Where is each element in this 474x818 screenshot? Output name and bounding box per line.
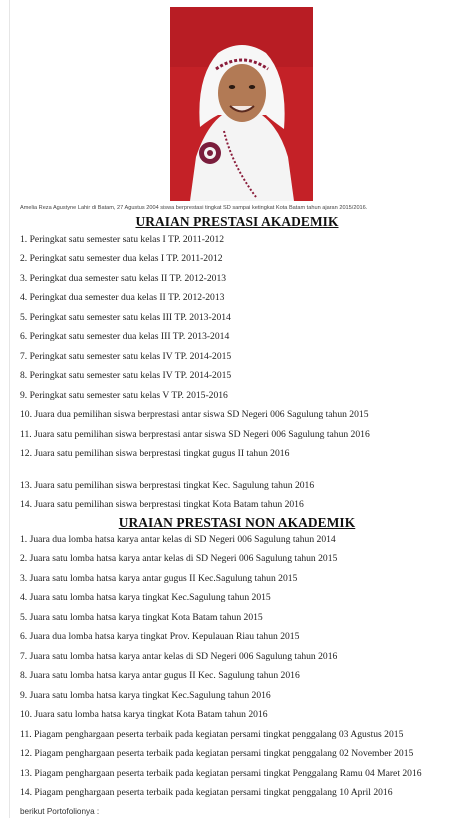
- list-item: 10. Juara dua pemilihan siswa berprestasi antar siswa SD Negeri 006 Sagulung tahun 2015: [20, 409, 369, 420]
- non-academic-heading: URAIAN PRESTASI NON AKADEMIK: [118, 515, 356, 530]
- list-item: 2. Peringkat satu semester dua kelas I TP. 2011-2012: [20, 253, 223, 264]
- list-item: 6. Juara dua lomba hatsa karya tingkat Prov. Kepulauan Riau tahun 2015: [20, 631, 300, 642]
- list-item: 4. Juara satu lomba hatsa karya tingkat Kec.Sagulung tahun 2015: [20, 592, 271, 603]
- photo-caption: Amelia Reza Agustyne Lahir di Batam, 27 Agustus 2004 siswa berprestasi tingkat SD sampai ketingkat Kota Batam tahun ajaran 2015/2016.: [20, 205, 368, 211]
- list-item: 11. Piagam penghargaan peserta terbaik pada kegiatan persami tingkat penggalang 03 Agustus 2015: [20, 729, 404, 740]
- list-item: 8. Peringkat satu semester satu kelas IV TP. 2014-2015: [20, 370, 232, 381]
- list-item: 12. Juara satu pemilihan siswa berprestasi tingkat gugus II tahun 2016: [20, 448, 290, 459]
- list-item: 3. Peringkat dua semester satu kelas II TP. 2012-2013: [20, 273, 227, 284]
- list-item: 1. Peringkat satu semester satu kelas I TP. 2011-2012: [20, 234, 225, 245]
- page-left-rule: [9, 0, 10, 818]
- list-item: 9. Juara satu lomba hatsa karya tingkat Kec.Sagulung tahun 2016: [20, 690, 271, 701]
- list-item: 4. Peringkat dua semester dua kelas II TP. 2012-2013: [20, 292, 225, 303]
- list-item: 14. Juara satu pemilihan siswa berprestasi tingkat Kota Batam tahun 2016: [20, 499, 304, 510]
- list-item: 12. Piagam penghargaan peserta terbaik pada kegiatan persami tingkat penggalang 02 November 2015: [20, 748, 414, 759]
- list-item: 9. Peringkat satu semester satu kelas V TP. 2015-2016: [20, 390, 228, 401]
- list-item: 6. Peringkat satu semester dua kelas III TP. 2013-2014: [20, 331, 230, 342]
- list-item: 5. Peringkat satu semester satu kelas III TP. 2013-2014: [20, 312, 231, 323]
- list-item: 7. Peringkat satu semester satu kelas IV TP. 2014-2015: [20, 351, 232, 362]
- list-item: 13. Juara satu pemilihan siswa berprestasi tingkat Kec. Sagulung tahun 2016: [20, 480, 315, 491]
- academic-heading: URAIAN PRESTASI AKADEMIK: [135, 214, 339, 229]
- list-item: 3. Juara satu lomba hatsa karya antar gugus II Kec.Sagulung tahun 2015: [20, 573, 298, 584]
- list-item: 13. Piagam penghargaan peserta terbaik pada kegiatan persami tingkat Penggalang Ramu 04 Maret 2016: [20, 768, 422, 779]
- student-portrait-photo: [170, 7, 313, 201]
- portfolio-intro-text: berikut Portofolionya :: [20, 807, 100, 816]
- list-item: 11. Juara satu pemilihan siswa berprestasi antar siswa SD Negeri 006 Sagulung tahun 2016: [20, 429, 370, 440]
- portrait-image: [170, 7, 313, 201]
- list-item: 10. Juara satu lomba hatsa karya tingkat Kota Batam tahun 2016: [20, 709, 268, 720]
- list-item: 8. Juara satu lomba hatsa karya antar gugus II Kec. Sagulung tahun 2016: [20, 670, 300, 681]
- list-item: 2. Juara satu lomba hatsa karya antar kelas di SD Negeri 006 Sagulung tahun 2015: [20, 553, 338, 564]
- list-item: 14. Piagam penghargaan peserta terbaik pada kegiatan persami tingkat penggalang 10 April 2016: [20, 787, 393, 798]
- list-item: 1. Juara dua lomba hatsa karya antar kelas di SD Negeri 006 Sagulung tahun 2014: [20, 534, 336, 545]
- list-item: 5. Juara satu lomba hatsa karya tingkat Kota Batam tahun 2015: [20, 612, 263, 623]
- list-item: 7. Juara satu lomba hatsa karya antar kelas di SD Negeri 006 Sagulung tahun 2016: [20, 651, 338, 662]
